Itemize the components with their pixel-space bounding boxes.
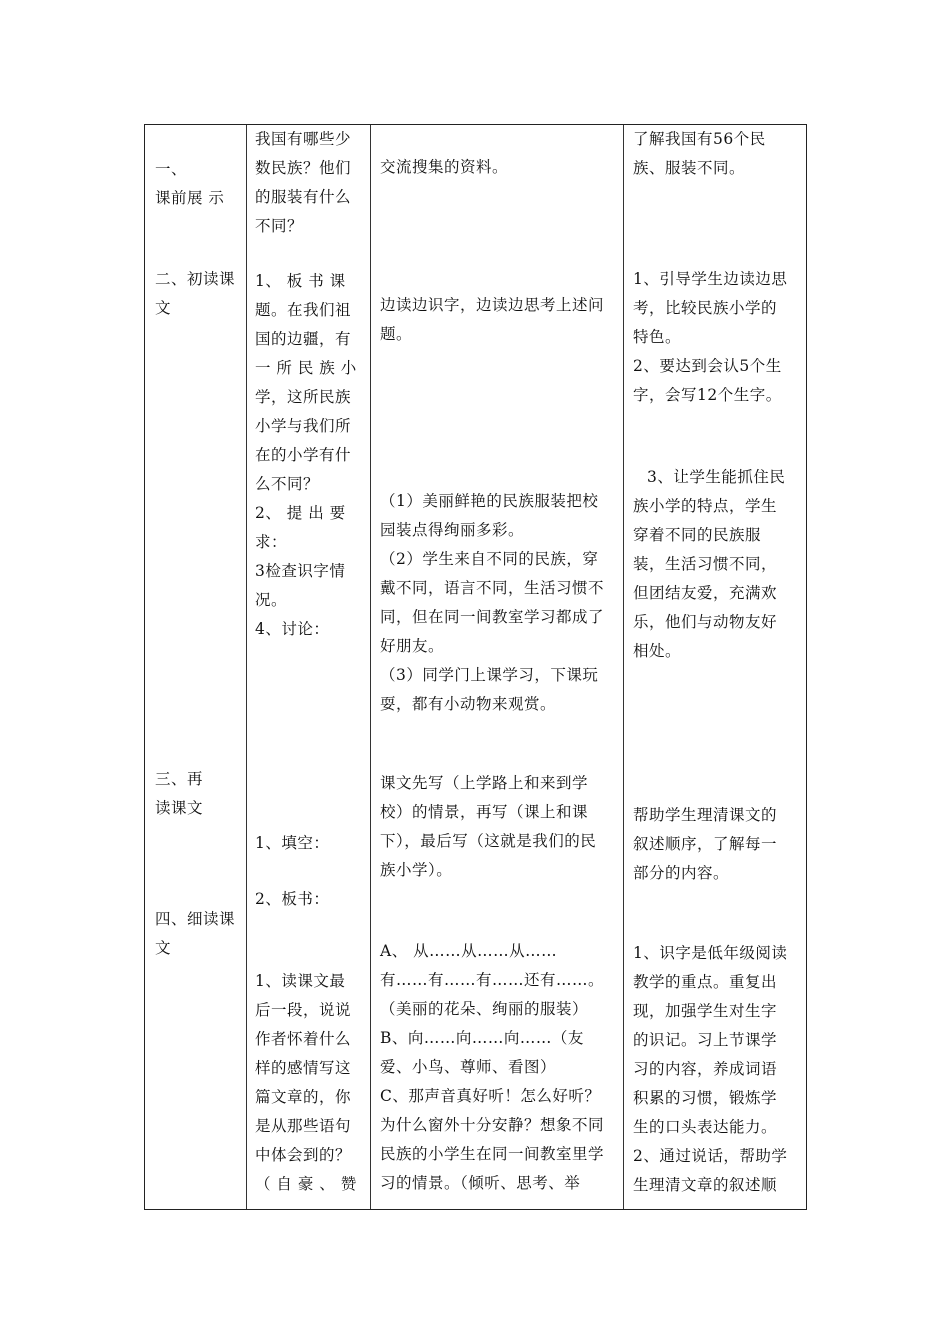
cell-line: 习的情景。（倾听、思考、举 bbox=[380, 1174, 581, 1192]
cell-line: 国的边疆，有 bbox=[255, 330, 352, 348]
intent-cell bbox=[633, 125, 803, 183]
cell-line: 文 bbox=[155, 299, 172, 317]
cell-line: 习的内容，养成词语 bbox=[633, 1060, 778, 1078]
cell-line: 了解我国有56个民 bbox=[633, 130, 766, 148]
column-divider bbox=[623, 125, 624, 1209]
cell-line: 2、要达到会认5个生 bbox=[633, 357, 782, 375]
cell-line: 文 bbox=[155, 939, 172, 957]
cell-line: 后一段，说说 bbox=[255, 1001, 352, 1019]
student-cell bbox=[380, 153, 620, 182]
cell-line: 3检查识字情 bbox=[255, 562, 346, 580]
cell-line: 民族的小学生在同一间教室里学 bbox=[380, 1145, 605, 1163]
cell-line: 帮助学生理清课文的 bbox=[633, 806, 778, 824]
stage-cell bbox=[155, 265, 245, 323]
cell-line: 戴不同，语言不同，生活习惯不 bbox=[380, 579, 605, 597]
cell-line: （3）同学门上课学习，下课玩 bbox=[380, 666, 599, 684]
student-cell bbox=[380, 487, 620, 719]
cell-line: 求： bbox=[255, 533, 288, 551]
teacher-cell bbox=[255, 967, 365, 1199]
cell-line: 一 所 民 族 小 bbox=[255, 359, 357, 377]
intent-cell bbox=[633, 265, 803, 410]
cell-line: 生理清文章的叙述顺 bbox=[633, 1176, 778, 1194]
stage-cell bbox=[155, 765, 245, 823]
cell-line: 1、读课文最 bbox=[255, 972, 346, 990]
cell-line: B、向……向……向……（友 bbox=[380, 1029, 584, 1047]
cell-line: 族、服装不同。 bbox=[633, 159, 746, 177]
cell-line: 校）的情景，再写（课上和课 bbox=[380, 803, 589, 821]
cell-line: 作者怀着什么 bbox=[255, 1030, 352, 1048]
student-cell bbox=[380, 937, 620, 1198]
cell-line: 园装点得绚丽多彩。 bbox=[380, 521, 525, 539]
lesson-plan-table bbox=[144, 124, 807, 1210]
cell-line: 的识记。习上节课学 bbox=[633, 1031, 778, 1049]
cell-line: （美丽的花朵、绚丽的服装） bbox=[380, 1000, 589, 1018]
cell-line: 边读边识字，边读边思考上述问 bbox=[380, 296, 605, 314]
cell-line: 中体会到的？ bbox=[255, 1146, 352, 1164]
cell-line: 交流搜集的资料。 bbox=[380, 158, 509, 176]
intent-cell bbox=[633, 939, 803, 1200]
cell-line: 四、细读课 bbox=[155, 910, 236, 928]
cell-line: 族小学）。 bbox=[380, 861, 453, 879]
cell-line: 篇文章的，你 bbox=[255, 1088, 352, 1106]
cell-line: 乐，他们与动物友好 bbox=[633, 613, 778, 631]
cell-line: 课文先写（上学路上和来到学 bbox=[380, 774, 589, 792]
cell-line: 特色。 bbox=[633, 328, 682, 346]
cell-line: 三、再 bbox=[155, 770, 204, 788]
cell-line: 么不同？ bbox=[255, 475, 320, 493]
cell-line: 我国有哪些少 bbox=[255, 130, 352, 148]
cell-line: 2、通过说话，帮助学 bbox=[633, 1147, 788, 1165]
intent-cell bbox=[633, 801, 803, 888]
cell-line: 为什么窗外十分安静？想象不同 bbox=[380, 1116, 605, 1134]
stage-cell bbox=[155, 155, 245, 213]
cell-line: 同，但在同一间教室学习都成了 bbox=[380, 608, 605, 626]
cell-line: 2、 提 出 要 bbox=[255, 504, 346, 522]
cell-line: 下），最后写（这就是我们的民 bbox=[380, 832, 597, 850]
student-cell bbox=[380, 769, 620, 885]
cell-line: 好朋友。 bbox=[380, 637, 445, 655]
cell-line: 读课文 bbox=[155, 799, 204, 817]
cell-line: 的服装有什么 bbox=[255, 188, 352, 206]
cell-line: A、 从……从……从…… bbox=[380, 942, 558, 960]
cell-line: 族小学的特点，学生 bbox=[633, 497, 778, 515]
cell-line: 部分的内容。 bbox=[633, 864, 730, 882]
cell-line: 小学与我们所 bbox=[255, 417, 352, 435]
teacher-cell bbox=[255, 267, 365, 644]
cell-line: 教学的重点。重复出 bbox=[633, 973, 778, 991]
cell-line: 穿着不同的民族服 bbox=[633, 526, 762, 544]
cell-line: 2、板书： bbox=[255, 890, 330, 908]
cell-line: （2）学生来自不同的民族，穿 bbox=[380, 550, 599, 568]
teacher-cell bbox=[255, 885, 365, 914]
cell-line: 题。 bbox=[380, 325, 413, 343]
cell-line: C、那声音真好听！怎么好听？ bbox=[380, 1087, 601, 1105]
cell-line: 装，生活习惯不同， bbox=[633, 555, 778, 573]
cell-line: 一、 bbox=[155, 160, 188, 178]
cell-line: 现，加强学生对生字 bbox=[633, 1002, 778, 1020]
cell-line: 二、初读课 bbox=[155, 270, 236, 288]
column-divider bbox=[370, 125, 371, 1209]
cell-line: 1、 板 书 课 bbox=[255, 272, 346, 290]
cell-line: 课前展 示 bbox=[155, 189, 225, 207]
cell-line: 在的小学有什 bbox=[255, 446, 352, 464]
cell-line: 题。在我们祖 bbox=[255, 301, 352, 319]
cell-line: 1、识字是低年级阅读 bbox=[633, 944, 788, 962]
cell-line: 1、引导学生边读边思 bbox=[633, 270, 788, 288]
cell-line: 3、让学生能抓住民 bbox=[647, 468, 786, 486]
cell-line: 4、讨论： bbox=[255, 620, 330, 638]
intent-cell bbox=[633, 463, 803, 666]
cell-line: 积累的习惯，锻炼学 bbox=[633, 1089, 778, 1107]
cell-line: 有……有……有……还有……。 bbox=[380, 971, 605, 989]
cell-line: 数民族？他们 bbox=[255, 159, 352, 177]
column-divider bbox=[246, 125, 247, 1209]
stage-cell bbox=[155, 905, 245, 963]
cell-line: 学，这所民族 bbox=[255, 388, 352, 406]
teacher-cell bbox=[255, 829, 365, 858]
cell-line: 生的口头表达能力。 bbox=[633, 1118, 778, 1136]
cell-line: 考，比较民族小学的 bbox=[633, 299, 778, 317]
cell-line: 样的感情写这 bbox=[255, 1059, 352, 1077]
cell-line: 耍，都有小动物来观赏。 bbox=[380, 695, 557, 713]
cell-line: 不同？ bbox=[255, 217, 304, 235]
cell-line: 况。 bbox=[255, 591, 288, 609]
cell-line: 相处。 bbox=[633, 642, 682, 660]
cell-line: 字，会写12个生字。 bbox=[633, 386, 782, 404]
cell-line: 但团结友爱，充满欢 bbox=[633, 584, 778, 602]
cell-line: 叙述顺序，了解每一 bbox=[633, 835, 778, 853]
cell-line: 1、填空： bbox=[255, 834, 330, 852]
cell-line: （ 自 豪 、 赞 bbox=[255, 1175, 357, 1193]
teacher-cell bbox=[255, 125, 365, 241]
cell-line: （1）美丽鲜艳的民族服装把校 bbox=[380, 492, 599, 510]
cell-line: 爱、小鸟、尊师、看图） bbox=[380, 1058, 557, 1076]
student-cell bbox=[380, 291, 620, 349]
cell-line: 是从那些语句 bbox=[255, 1117, 352, 1135]
